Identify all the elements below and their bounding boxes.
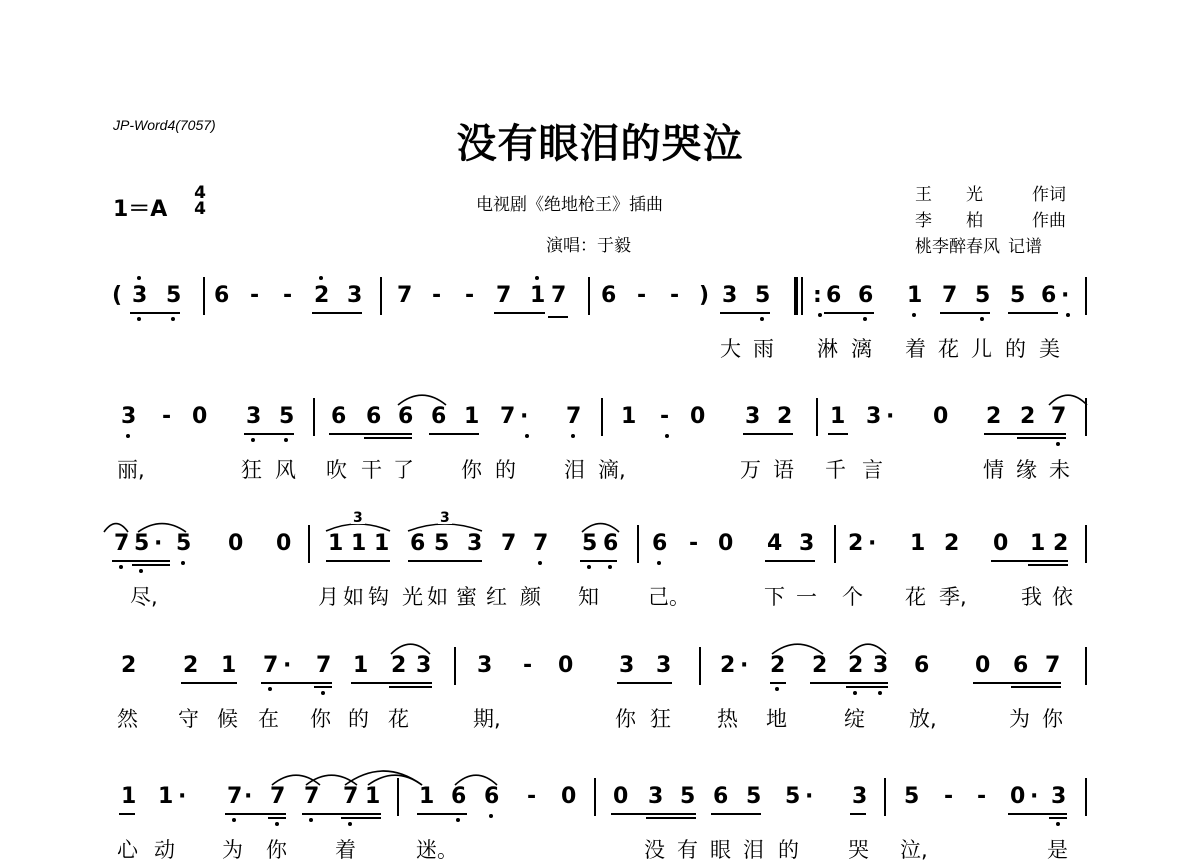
note: 3 (648, 784, 664, 809)
lyric-syllable: 着 (335, 838, 356, 862)
lyric-syllable: 着 (905, 337, 926, 361)
lyric-syllable: 你 (615, 707, 636, 731)
note: 6 (826, 283, 842, 308)
lyric-syllable: 你 (310, 707, 331, 731)
note: 1 (328, 531, 344, 556)
dash: - (283, 283, 293, 308)
note: 3 (852, 784, 868, 809)
note: 6 (914, 653, 930, 678)
singer: 演唱：于毅 (546, 236, 631, 256)
lyric-syllable: 一 (796, 585, 817, 609)
lyric-syllable: 放, (909, 707, 937, 731)
note: 0 (718, 531, 734, 556)
lyric-syllable: 的 (778, 838, 799, 862)
dash: - (670, 283, 680, 308)
dash: - (432, 283, 442, 308)
note: 7 (304, 784, 320, 809)
triplet-number: 3 (440, 510, 450, 526)
lyric-syllable: 为 (1009, 707, 1030, 731)
lyric-syllable: 言 (862, 458, 883, 482)
lyric-syllable: 月 (318, 585, 339, 609)
augmentation-dot: · (283, 653, 292, 678)
lyric-syllable: 万 (740, 458, 761, 482)
dash: - (944, 784, 954, 809)
lyric-syllable: 如 (427, 585, 448, 609)
lyric-syllable: 心 (117, 838, 138, 862)
lyric-syllable: 红 (486, 585, 507, 609)
lyric-syllable: 淋 (817, 337, 838, 361)
lyric-syllable: 我 (1021, 585, 1042, 609)
slur (850, 644, 886, 654)
note: 3 (132, 283, 148, 308)
slur (1049, 395, 1087, 405)
note: 7 (533, 531, 549, 556)
note: 6 (331, 404, 347, 429)
slurs (0, 784, 1200, 864)
lyric-syllable: 狂 (241, 458, 262, 482)
lyric-syllable: 雨 (753, 337, 774, 361)
credit-lyricist (915, 180, 1066, 205)
slurs (0, 510, 1200, 611)
note: 7 (227, 784, 243, 809)
dash: - (250, 283, 260, 308)
lyric-syllable: 期, (473, 707, 501, 731)
slur (306, 775, 357, 785)
note: 2 (986, 404, 1002, 429)
note: 1 (158, 784, 174, 809)
note: 2 (720, 653, 736, 678)
note: 7 (397, 283, 413, 308)
lyric-syllable: 动 (154, 838, 175, 862)
lyric-syllable: 然 (117, 707, 138, 731)
lyric-syllable: 缘 (1016, 458, 1037, 482)
lyric-syllable: 美 (1039, 337, 1060, 361)
lyric-syllable: 地 (766, 707, 787, 731)
credit-role: 记谱 (1008, 237, 1042, 257)
note: 7 (496, 283, 512, 308)
lyric-syllable: 候 (217, 707, 238, 731)
augmentation-dot: · (886, 404, 895, 429)
note: 6 (484, 784, 500, 809)
note: 7 (500, 404, 516, 429)
lyric-syllable: 哭 (848, 838, 869, 862)
note: 5 (176, 531, 192, 556)
note: 5 (582, 531, 598, 556)
slur (138, 524, 186, 532)
note: 7 (1045, 653, 1061, 678)
note: 1 (419, 784, 435, 809)
slurs (0, 653, 1200, 733)
note: 2 (183, 653, 199, 678)
credit-composer (915, 206, 1066, 231)
note: 6 (1013, 653, 1029, 678)
note: 7 (1051, 404, 1067, 429)
note: 1 (910, 531, 926, 556)
lyric-syllable: 漓 (851, 337, 872, 361)
dash: - (523, 653, 533, 678)
slur (104, 524, 128, 532)
note: 5 (785, 784, 801, 809)
slur (398, 395, 446, 405)
note: 5 (279, 404, 295, 429)
slur (391, 644, 430, 654)
note: 2 (314, 283, 330, 308)
lyric-syllable: 吹 (326, 458, 347, 482)
lyric-syllable: 没 (644, 838, 665, 862)
lyric-syllable: 滴, (598, 458, 626, 482)
note: 3 (745, 404, 761, 429)
lyric-syllable: 了 (393, 458, 414, 482)
note: 3 (619, 653, 635, 678)
note: 3 (121, 404, 137, 429)
note: 6 (410, 531, 426, 556)
note: 6 (713, 784, 729, 809)
note: 7 (942, 283, 958, 308)
augmentation-dot: · (740, 653, 749, 678)
note: 2 (770, 653, 786, 678)
dash: - (977, 784, 987, 809)
note: 1 (351, 531, 367, 556)
note: 5 (975, 283, 991, 308)
lyric-syllable: 绽 (844, 707, 865, 731)
note: 0 (192, 404, 208, 429)
note: 2 (1020, 404, 1036, 429)
note: 7 (343, 784, 359, 809)
dash: - (162, 404, 172, 429)
augmentation-dot: · (244, 784, 253, 809)
lyric-syllable: 大 (720, 337, 741, 361)
symbol: ) (699, 283, 710, 308)
note: 0 (276, 531, 292, 556)
slurs (0, 404, 1200, 484)
time-signature (190, 185, 210, 217)
credit-name: 王 光 (915, 185, 983, 205)
note: 5 (904, 784, 920, 809)
lyric-syllable: 有 (677, 838, 698, 862)
note: 0 (561, 784, 577, 809)
lyric-syllable: 尽, (130, 585, 158, 609)
note: 0 (933, 404, 949, 429)
lyric-syllable: 未 (1049, 458, 1070, 482)
dash: - (689, 531, 699, 556)
lyric-syllable: 语 (773, 458, 794, 482)
note: 5 (1010, 283, 1026, 308)
time-signature-top: 4 (194, 183, 206, 203)
note: 3 (347, 283, 363, 308)
note: 5 (755, 283, 771, 308)
lyric-syllable: 眼 (710, 838, 731, 862)
note: 1 (221, 653, 237, 678)
subtitle: 电视剧《绝地枪王》插曲 (476, 195, 663, 215)
lyric-syllable: 依 (1052, 585, 1073, 609)
lyric-syllable: 狂 (650, 707, 671, 731)
note: 3 (416, 653, 432, 678)
note: 0 (975, 653, 991, 678)
page-title: 没有眼泪的哭泣 (456, 120, 744, 167)
augmentation-dot: · (520, 404, 529, 429)
note: 3 (873, 653, 889, 678)
note: 6 (858, 283, 874, 308)
lyric-syllable: 的 (1005, 337, 1026, 361)
note: 7 (551, 283, 567, 308)
note: 3 (866, 404, 882, 429)
lyric-syllable: 热 (717, 707, 738, 731)
staff-4 (0, 653, 1200, 733)
lyric-syllable: 风 (275, 458, 296, 482)
note: 0 (690, 404, 706, 429)
note: 6 (214, 283, 230, 308)
lyric-syllable: 光 (402, 585, 423, 609)
dash: - (465, 283, 475, 308)
note: 3 (722, 283, 738, 308)
note: 1 (907, 283, 923, 308)
lyric-syllable: 泪 (564, 458, 585, 482)
credit-name: 李 柏 (915, 211, 983, 231)
augmentation-dot: · (805, 784, 814, 809)
note: 2 (848, 653, 864, 678)
triplet-number: 3 (353, 510, 363, 526)
note: 3 (246, 404, 262, 429)
staff-2 (0, 404, 1200, 484)
symbol: ( (112, 283, 123, 308)
note: 2 (848, 531, 864, 556)
lyric-syllable: 守 (178, 707, 199, 731)
watermark: JP-Word4(7057) (113, 117, 216, 133)
note: 7 (566, 404, 582, 429)
note: 1 (1030, 531, 1046, 556)
dash: - (637, 283, 647, 308)
note: 6 (431, 404, 447, 429)
lyric-syllable: 迷。 (416, 838, 458, 862)
note: 3 (467, 531, 483, 556)
note: 2 (812, 653, 828, 678)
lyric-syllable: 花 (905, 585, 926, 609)
lyric-syllable: 为 (222, 838, 243, 862)
augmentation-dot: · (154, 531, 163, 556)
note: 6 (451, 784, 467, 809)
note: 4 (767, 531, 783, 556)
lyric-syllable: 你 (461, 458, 482, 482)
note: 7 (114, 531, 130, 556)
credit-role: 作词 (1032, 185, 1066, 205)
slur (455, 775, 497, 785)
octave-dot-high (319, 276, 323, 280)
note: 6 (398, 404, 414, 429)
note: 5 (680, 784, 696, 809)
dash: - (660, 404, 670, 429)
lyric-syllable: 如 (343, 585, 364, 609)
staff-1 (0, 283, 1200, 363)
time-signature-bottom: 4 (194, 199, 206, 219)
note: 7 (316, 653, 332, 678)
note: 3 (656, 653, 672, 678)
note: 6 (601, 283, 617, 308)
lyric-syllable: 情 (983, 458, 1004, 482)
note: 0 (228, 531, 244, 556)
note: 1 (374, 531, 390, 556)
lyric-syllable: 下 (764, 585, 785, 609)
augmentation-dot: · (1030, 784, 1039, 809)
lyric-syllable: 季, (939, 585, 967, 609)
note: 0 (558, 653, 574, 678)
note: 0 (993, 531, 1009, 556)
augmentation-dot: · (868, 531, 877, 556)
note: 5 (746, 784, 762, 809)
lyric-syllable: 你 (1042, 707, 1063, 731)
note: 1 (365, 784, 381, 809)
note: 3 (799, 531, 815, 556)
lyric-syllable: 蜜 (456, 585, 477, 609)
octave-dot-high (535, 276, 539, 280)
slur (368, 775, 422, 785)
lyric-syllable: 你 (266, 838, 287, 862)
staff-3 (0, 510, 1200, 611)
slur (582, 524, 619, 532)
note: 1 (830, 404, 846, 429)
lyric-syllable: 个 (842, 585, 863, 609)
credit-transcriber (915, 232, 1042, 257)
slurs (0, 283, 1200, 363)
lyric-syllable: 花 (388, 707, 409, 731)
lyric-syllable: 的 (348, 707, 369, 731)
lyric-syllable: 是 (1047, 838, 1068, 862)
augmentation-dot: · (1061, 283, 1070, 308)
lyric-syllable: 知 (578, 585, 599, 609)
lyric-syllable: 颜 (520, 585, 541, 609)
note: 1 (353, 653, 369, 678)
note: 3 (477, 653, 493, 678)
note: 5 (434, 531, 450, 556)
note: 6 (1041, 283, 1057, 308)
note: 6 (366, 404, 382, 429)
lyric-syllable: 干 (361, 458, 382, 482)
note: 1 (464, 404, 480, 429)
credit-role: 作曲 (1032, 211, 1066, 231)
note: 1 (621, 404, 637, 429)
lyric-syllable: 在 (258, 707, 279, 731)
note-high: 1 (530, 283, 546, 308)
note: 5 (134, 531, 150, 556)
dash: - (527, 784, 537, 809)
lyric-syllable: 丽, (117, 458, 145, 482)
credit-name: 桃李醉春风 (915, 237, 1000, 257)
symbol: : (813, 283, 822, 308)
lyric-syllable: 的 (495, 458, 516, 482)
note: 7 (263, 653, 279, 678)
augmentation-dot: · (178, 784, 187, 809)
note: 2 (1053, 531, 1069, 556)
lyric-syllable: 泣, (900, 838, 928, 862)
lyric-syllable: 钩 (368, 585, 389, 609)
key-signature: 1＝A (113, 197, 168, 222)
lyric-syllable: 花 (938, 337, 959, 361)
lyric-syllable: 千 (825, 458, 846, 482)
note: 2 (777, 404, 793, 429)
note: 2 (944, 531, 960, 556)
note: 3 (1051, 784, 1067, 809)
note: 2 (121, 653, 137, 678)
note: 2 (391, 653, 407, 678)
note: 0 (1010, 784, 1026, 809)
lyric-syllable: 儿 (971, 337, 992, 361)
lyric-syllable: 泪 (743, 838, 764, 862)
note: 1 (121, 784, 137, 809)
octave-dot-high (137, 276, 141, 280)
note: 6 (652, 531, 668, 556)
lyric-syllable: 己。 (648, 585, 690, 609)
note: 6 (603, 531, 619, 556)
slur (772, 644, 823, 654)
staff-5 (0, 784, 1200, 864)
note: 7 (501, 531, 517, 556)
note: 5 (166, 283, 182, 308)
note: 0 (613, 784, 629, 809)
note: 7 (270, 784, 286, 809)
